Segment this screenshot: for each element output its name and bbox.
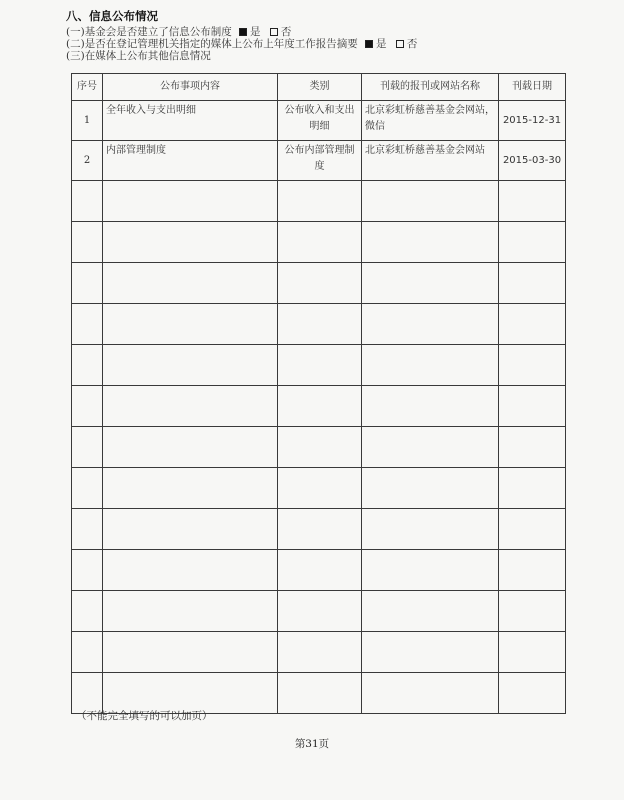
table-row-empty [72, 632, 566, 673]
empty-cell [103, 222, 278, 263]
empty-cell [72, 263, 103, 304]
empty-cell [499, 509, 566, 550]
empty-cell [103, 427, 278, 468]
empty-cell [362, 632, 499, 673]
checkbox-yes-checked[interactable] [239, 28, 247, 36]
empty-cell [72, 304, 103, 345]
empty-cell [499, 468, 566, 509]
empty-cell [362, 345, 499, 386]
empty-cell [278, 468, 362, 509]
empty-cell [278, 345, 362, 386]
option-yes-label: 是 [250, 26, 261, 38]
empty-cell [278, 386, 362, 427]
option-no-label: 否 [280, 26, 292, 38]
table-row-empty [72, 304, 566, 345]
empty-cell [362, 673, 499, 714]
header-content: 公布事项内容 [103, 74, 278, 101]
empty-cell [72, 427, 103, 468]
table-row-empty [72, 468, 566, 509]
empty-cell [499, 427, 566, 468]
question-text: (二)是否在登记管理机关指定的媒体上公布上年度工作报告摘要 [66, 38, 358, 50]
empty-cell [362, 263, 499, 304]
empty-cell [278, 222, 362, 263]
empty-cell [362, 550, 499, 591]
empty-cell [103, 304, 278, 345]
empty-cell [362, 222, 499, 263]
checkbox-yes-checked[interactable] [365, 40, 373, 48]
empty-cell [499, 304, 566, 345]
empty-cell [362, 181, 499, 222]
empty-cell [499, 673, 566, 714]
empty-cell [278, 591, 362, 632]
empty-cell [103, 591, 278, 632]
empty-cell [72, 509, 103, 550]
option-no-label: 否 [406, 38, 418, 50]
header-category: 类别 [278, 74, 362, 101]
empty-cell [103, 632, 278, 673]
empty-cell [499, 181, 566, 222]
empty-cell [72, 550, 103, 591]
question-text: (一)基金会是否建立了信息公布制度 [66, 26, 232, 38]
info-publication-table [71, 73, 566, 714]
cell-media: 北京彩虹桥慈善基金会网站，微信 [362, 101, 499, 141]
cell-media: 北京彩虹桥慈善基金会网站 [362, 141, 499, 181]
header-serial: 序号 [72, 74, 103, 101]
empty-cell [278, 427, 362, 468]
empty-cell [278, 632, 362, 673]
table-row [72, 101, 566, 141]
empty-cell [362, 468, 499, 509]
cell-content: 内部管理制度 [103, 141, 278, 181]
empty-cell [72, 468, 103, 509]
empty-cell [72, 222, 103, 263]
page-number: 第31页 [294, 738, 330, 750]
table-row-empty [72, 263, 566, 304]
empty-cell [278, 181, 362, 222]
empty-cell [103, 181, 278, 222]
table-row-empty [72, 509, 566, 550]
empty-cell [499, 591, 566, 632]
option-yes-label: 是 [376, 38, 387, 50]
cell-category: 公布收入和支出明细 [278, 101, 362, 141]
empty-cell [103, 345, 278, 386]
cell-content: 全年收入与支出明细 [103, 101, 278, 141]
cell-category: 公布内部管理制度 [278, 141, 362, 181]
cell-serial: 2 [72, 141, 103, 181]
table-row-empty [72, 427, 566, 468]
empty-cell [278, 263, 362, 304]
footnote: （不能完全填写的可以加页） [76, 710, 213, 722]
empty-cell [362, 427, 499, 468]
cell-date: 2015-12-31 [499, 101, 566, 141]
empty-cell [72, 181, 103, 222]
empty-cell [499, 222, 566, 263]
empty-cell [499, 550, 566, 591]
empty-cell [103, 509, 278, 550]
empty-cell [278, 509, 362, 550]
empty-cell [362, 591, 499, 632]
empty-cell [499, 386, 566, 427]
empty-cell [103, 263, 278, 304]
table-row [72, 141, 566, 181]
empty-cell [103, 550, 278, 591]
empty-cell [362, 304, 499, 345]
empty-cell [72, 591, 103, 632]
empty-cell [499, 345, 566, 386]
table-row-empty [72, 181, 566, 222]
table-header-row [72, 74, 566, 101]
empty-cell [72, 386, 103, 427]
empty-cell [278, 673, 362, 714]
table-row-empty [72, 550, 566, 591]
checkbox-no-empty[interactable] [270, 28, 278, 36]
cell-date: 2015-03-30 [499, 141, 566, 181]
empty-cell [362, 509, 499, 550]
table-row-empty [72, 222, 566, 263]
empty-cell [499, 263, 566, 304]
empty-cell [72, 345, 103, 386]
empty-cell [103, 468, 278, 509]
subheading: (三)在媒体上公布其他信息情况 [66, 50, 211, 62]
empty-cell [103, 386, 278, 427]
empty-cell [499, 632, 566, 673]
table-row-empty [72, 386, 566, 427]
section-title: 八、信息公布情况 [66, 9, 158, 23]
header-date: 刊载日期 [499, 74, 566, 101]
table-row-empty [72, 345, 566, 386]
header-media: 刊载的报刊或网站名称 [362, 74, 499, 101]
empty-cell [72, 632, 103, 673]
cell-serial: 1 [72, 101, 103, 141]
checkbox-no-empty[interactable] [396, 40, 404, 48]
empty-cell [278, 550, 362, 591]
table-row-empty [72, 591, 566, 632]
empty-cell [278, 304, 362, 345]
empty-cell [362, 386, 499, 427]
